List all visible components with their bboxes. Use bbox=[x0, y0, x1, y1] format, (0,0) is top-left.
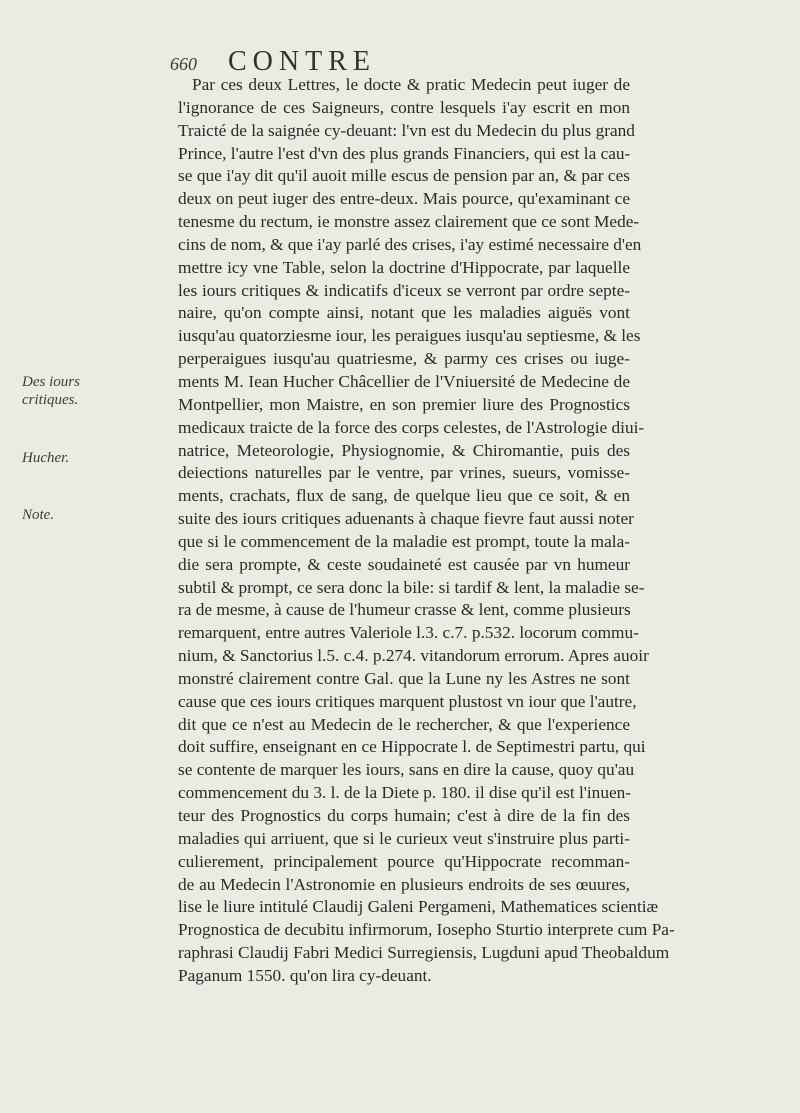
text-line: remarquent, entre autres Valeriole l.3. c.7. p.532. locorum commu- bbox=[178, 623, 639, 643]
running-head: CONTRE bbox=[228, 46, 376, 77]
text-line: perperaigues iusqu'au quatriesme, & parmy ces crises ou iuge- bbox=[178, 349, 630, 369]
text-line: iusqu'au quatorziesme iour, les peraigues iusqu'au septiesme, & les bbox=[178, 326, 641, 346]
text-line: naire, qu'on compte ainsi, notant que les maladies aiguës vont bbox=[178, 303, 630, 323]
text-line: culierement, principalement pource qu'Hippocrate recomman- bbox=[178, 851, 630, 871]
text-line: les iours critiques & indicatifs d'iceux se verront par ordre septe- bbox=[178, 280, 630, 300]
marginal-note-line: Des iours bbox=[22, 374, 80, 390]
page-number: 660 bbox=[170, 54, 197, 74]
text-line: se que i'ay dit qu'il auoit mille escus de pension par an, & par ces bbox=[178, 166, 630, 186]
text-line: doit suffire, enseignant en ce Hippocrate l. de Septimestri partu, qui bbox=[178, 737, 646, 757]
text-line: ments, crachats, flux de sang, de quelque lieu que ce soit, & en bbox=[178, 486, 630, 506]
text-line: die sera prompte, & ceste soudaineté est causée par vn humeur bbox=[178, 554, 630, 574]
text-line: maladies qui arriuent, que si le curieux veut s'instruire plus parti- bbox=[178, 828, 630, 848]
marginal-note-line: Note. bbox=[22, 507, 55, 523]
text-line: Prince, l'autre l'est d'vn des plus grands Financiers, qui est la cau- bbox=[178, 143, 631, 163]
text-line: medicaux traicte de la force des corps celestes, de l'Astrologie diui- bbox=[178, 417, 645, 437]
text-line: tenesme du rectum, ie monstre assez clairement que ce sont Mede- bbox=[178, 212, 640, 232]
text-line: cause que ces iours critiques marquent plustost vn iour que l'autre, bbox=[178, 691, 637, 711]
text-line: raphrasi Claudij Fabri Medici Surregiensis, Lugduni apud Theobaldum bbox=[178, 943, 670, 963]
text-line: dit que ce n'est au Medecin de le rechercher, & que l'experience bbox=[178, 714, 630, 734]
text-line: cins de nom, & que i'ay parlé des crises, i'ay estimé necessaire d'en bbox=[178, 234, 642, 254]
text-line: Par ces deux Lettres, le docte & pratic Medecin peut iuger de bbox=[192, 75, 630, 94]
text-line: de au Medecin l'Astronomie en plusieurs endroits de ses œuures, bbox=[178, 874, 630, 894]
text-line: mettre icy vne Table, selon la doctrine d'Hippocrate, par laquelle bbox=[178, 257, 630, 277]
text-line: deiections naturelles par le ventre, par vrines, sueurs, vomisse- bbox=[178, 463, 630, 483]
marginal-note-critical-days bbox=[22, 373, 80, 409]
text-line: ments M. Iean Hucher Châcellier de l'Vniuersité de Medecine de bbox=[178, 371, 630, 391]
text-line: Prognostica de decubitu infirmorum, Iosepho Sturtio interprete cum Pa- bbox=[178, 920, 675, 940]
text-line: Paganum 1550. qu'on lira cy-deuant. bbox=[178, 965, 432, 985]
text-line: Montpellier, mon Maistre, en son premier liure des Prognostics bbox=[178, 394, 630, 414]
text-line: ra de mesme, à cause de l'humeur crasse & lent, comme plusieurs bbox=[178, 600, 631, 620]
text-line: commencement du 3. l. de la Diete p. 180. il dise qu'il est l'inuen- bbox=[178, 783, 632, 803]
text-line: monstré clairement contre Gal. que la Lune ny les Astres ne sont bbox=[178, 668, 630, 688]
marginal-note-line: critiques. bbox=[22, 392, 79, 408]
text-line: l'ignorance de ces Saigneurs, contre lesquels i'ay escrit en mon bbox=[178, 97, 630, 117]
text-line: teur des Prognostics du corps humain; c'est à dire de la fin des bbox=[178, 806, 630, 825]
text-line: suite des iours critiques aduenants à chaque fievre faut aussi noter bbox=[178, 509, 634, 529]
marginal-note-line: Hucher. bbox=[22, 450, 70, 466]
marginal-note-note bbox=[22, 506, 54, 524]
marginal-note-hucher bbox=[22, 449, 69, 467]
text-line: lise le liure intitulé Claudij Galeni Pergameni, Mathematices scientiæ bbox=[178, 897, 659, 917]
text-line: nium, & Sanctorius l.5. c.4. p.274. vitandorum errorum. Apres auoir bbox=[178, 646, 649, 666]
text-line: natrice, Meteorologie, Physiognomie, & Chiromantie, puis des bbox=[178, 440, 630, 460]
text-line: se contente de marquer les iours, sans en dire la cause, quoy qu'au bbox=[178, 760, 635, 780]
text-line: Traicté de la saignée cy-deuant: l'vn est du Medecin du plus grand bbox=[178, 120, 635, 140]
text-line: deux on peut iuger des entre-deux. Mais pource, qu'examinant ce bbox=[178, 189, 630, 209]
body-text bbox=[178, 74, 675, 988]
text-line: que si le commencement de la maladie est prompt, toute la mala- bbox=[178, 531, 630, 551]
text-line: subtil & prompt, ce sera donc la bile: si tardif & lent, la maladie se- bbox=[178, 577, 645, 597]
